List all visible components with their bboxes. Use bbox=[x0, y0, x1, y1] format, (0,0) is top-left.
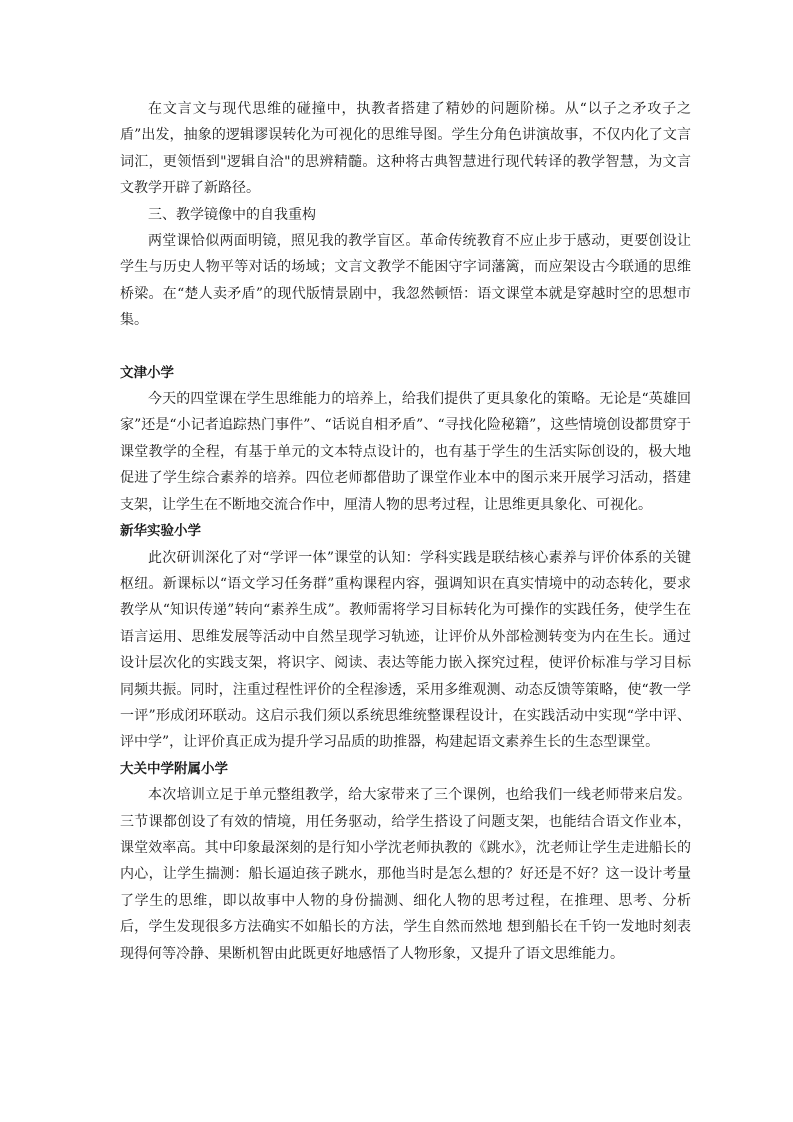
xinhua-paragraph: 此次研训深化了对“学评一体”课堂的认知：学科实践是联结核心素养与评价体系的关键枢纽。新课标以“语文学习任务群”重构课程内容，强调知识在真实情境中的动态转化，要求教学从“知识传递”转向“素养生成”。教师需将学习目标转化为可操作的实践任务，使学生在语言运用、思维发展等活动中自然呈现学习轨迹，让评价从外部检测转变为内在生长。通过设计层次化的实践支架，将识字、阅读、表达等能力嵌入探究过程，使评价标准与学习目标同频共振。同时，注重过程性评价的全程渗透，采用多维观测、动态反馈等策略，使“教一学一评”形成闭环联动。这启示我们须以系统思维统整课程设计，在实践活动中实现“学中评、评中学”，让评价真正成为提升学习品质的助推器，构建起语文素养生长的生态型课堂。 bbox=[120, 549, 691, 751]
document-page bbox=[120, 96, 691, 967]
wenjin-paragraph: 今天的四堂课在学生思维能力的培养上，给我们提供了更具象化的策略。无论是“英雄回家”还是“小记者追踪热门事件”、“话说自相矛盾”、“寻找化险秘籍”，这些情境创设都贯穿于课堂教学的全程，有基于单元的文本特点设计的，也有基于学生的生活实际创设的，极大地促进了学生综合素养的培养。四位老师都借助了课堂作业本中的图示来开展学习活动，搭建支架，让学生在不断地交流合作中，厘清人物的思考过程，让思维更具象化、可视化。 bbox=[120, 391, 691, 513]
intro-paragraph-2: 两堂课恰似两面明镜，照见我的教学盲区。革命传统教育不应止步于感动，更要创设让学生与历史人物平等对话的场域；文言文教学不能困守字词藩篱，而应架设古今联通的思维桥梁。在“楚人卖矛盾”的现代版情景剧中，我忽然顿悟：语文课堂本就是穿越时空的思想市集。 bbox=[120, 233, 691, 329]
daguan-paragraph: 本次培训立足于单元整组教学，给大家带来了三个课例，也给我们一线老师带来启发。三节课都创设了有效的情境，用任务驱动，给学生搭设了问题支架，也能结合语文作业本，课堂效率高。其中印象最深刻的是行知小学沈老师执教的《跳水》，沈老师让学生走进船长的内心，让学生揣测：船长逼迫孩子跳水，那他当时是怎么想的？好还是不好？这一设计考量了学生的思维，即以故事中人物的身份揣测、细化人物的思考过程，在推理、思考、分析后，学生发现很多方法确实不如船长的方法，学生自然而然地 想到船长在千钧一发地时刻表现得何等冷静、果断机智由此既更好地感悟了人物形象，又提升了语文思维能力。 bbox=[120, 787, 691, 962]
section-spacer bbox=[120, 334, 691, 360]
school-heading-xinhua: 新华实验小学 bbox=[120, 523, 201, 540]
school-heading-wenjin: 文津小学 bbox=[120, 364, 174, 381]
intro-paragraph-1: 在文言文与现代思维的碰撞中，执教者搭建了精妙的问题阶梯。从“以子之矛攻子之盾”出发，抽象的逻辑谬误转化为可视化的思维导图。学生分角色讲演故事，不仅内化了文言词汇，更领悟到"逻辑自洽"的思辨精髓。这种将古典智慧进行现代转译的教学智慧，为文言文教学开辟了新路径。 bbox=[120, 101, 691, 197]
section-subheading: 三、教学镜像中的自我重构 bbox=[148, 206, 316, 223]
school-heading-daguan: 大关中学附属小学 bbox=[120, 760, 228, 777]
